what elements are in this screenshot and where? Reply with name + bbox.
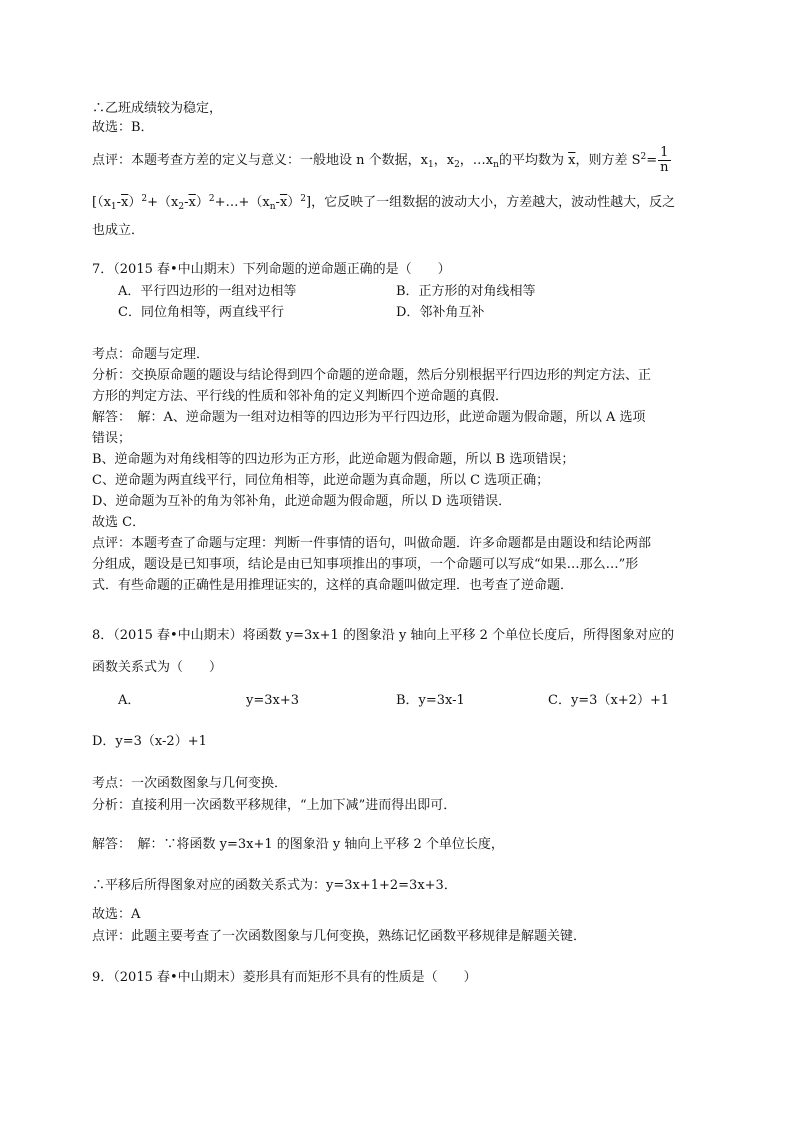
q7-jieda-line5: D、逆命题为互补的角为邻补角，此逆命题为假命题，所以 D 选项错误． — [92, 494, 512, 509]
q8-option-d: D．y=3（x-2）+1 — [92, 734, 207, 749]
q7-stem: 7．（2015 春•中山期末）下列命题的逆命题正确的是（ ） — [92, 262, 451, 277]
q7-answer: 故选 C． — [92, 515, 146, 530]
q7-kaodian: 考点：命题与定理． — [92, 347, 210, 362]
q6-conclusion: ∴乙班成绩较为稳定， — [92, 101, 223, 116]
mean-symbol: $\overline{x}$ — [568, 153, 576, 168]
q7-dianping-line2: 分组成，题设是已知事项，结论是由已知事项推出的事项，一个命题可以写成“如果…那么…”形 — [92, 557, 639, 572]
q6-variance-formula: $[(x_1-\overline{x})^2+(x_2-\overline{x})^2+\dots+(x_n-\overline{x})^2]$，它反映了一组数据的波动大小，方差越大，波动性越大，反之 — [92, 194, 676, 212]
q8-answer: 故选：A — [92, 907, 141, 922]
q8-option-c: C．y=3（x+2）+1 — [548, 693, 670, 708]
q8-stem-line1: 8．（2015 春•中山期末）将函数 y=3x+1 的图象沿 y 轴向上平移 2 个单位长度后，所得图象对应的 — [92, 628, 675, 643]
one-over-n-fraction: $\frac{1}{n}$ — [660, 145, 669, 175]
q7-jieda-line4: C、逆命题为两直线平行，同位角相等，此逆命题为真命题，所以 C 选项正确； — [92, 473, 550, 488]
q7-dianping-line1: 点评：本题考查了命题与定理：判断一件事情的语句，叫做命题．许多命题都是由题设和结论两部 — [92, 536, 652, 551]
q8-jieda-line1: 解答： 解：∵将函数 y=3x+1 的图象沿 y 轴向上平移 2 个单位长度， — [92, 837, 504, 852]
q7-option-a: A．平行四边形的一组对边相等 — [118, 284, 297, 299]
q8-stem-line2: 函数关系式为（ ） — [92, 660, 223, 675]
q6-comment-line1: 点评：本题考查方差的定义与意义：一般地设 n 个数据，$x_1$，$x_2$，$\dots x_n$的平均数为 $\overline{x}$，则方差 $S^2=$ $\frac{1}{n}$ — [92, 145, 669, 175]
q8-option-a-value: y=3x+3 — [246, 693, 300, 708]
q7-fenxi-line1: 分析：交换原命题的题设与结论得到四个命题的逆命题，然后分别根据平行四边形的判定方法、正 — [92, 368, 652, 383]
q7-jieda-line2: 错误； — [92, 431, 132, 446]
q7-option-b: B．正方形的对角线相等 — [396, 284, 536, 299]
q7-jieda-line3: B、逆命题为对角线相等的四边形为正方形，此逆命题为假命题，所以 B 选项错误； — [92, 452, 575, 467]
q9-stem: 9．（2015 春•中山期末）菱形具有而矩形不具有的性质是（ ） — [92, 970, 477, 985]
q7-fenxi-line2: 方形的判定方法、平行线的性质和邻补角的定义判断四个逆命题的真假． — [92, 389, 509, 404]
q8-kaodian: 考点：一次函数图象与几何变换． — [92, 776, 288, 791]
q8-option-a-label: A． — [118, 693, 141, 708]
q8-option-b: B．y=3x-1 — [396, 693, 465, 708]
q8-dianping: 点评：此题主要考查了一次函数图象与几何变换，熟练记忆函数平移规律是解题关键． — [92, 929, 587, 944]
q7-option-c: C．同位角相等，两直线平行 — [118, 305, 284, 320]
q6-answer: 故选：B． — [92, 120, 154, 135]
q7-dianping-line3: 式．有些命题的正确性是用推理证实的，这样的真命题叫做定理．也考查了逆命题． — [92, 578, 574, 593]
q6-comment-end: 也成立． — [92, 223, 145, 238]
q8-jieda-line2: ∴平移后所得图象对应的函数关系式为：y=3x+1+2=3x+3． — [92, 878, 457, 893]
q7-option-d: D．邻补角互补 — [396, 305, 485, 320]
q7-jieda-line1: 解答： 解：A、逆命题为一组对边相等的四边形为平行四边形，此逆命题为假命题，所以 A 选项 — [92, 410, 646, 425]
q8-fenxi: 分析：直接利用一次函数平移规律，“上加下减”进而得出即可． — [92, 798, 457, 813]
